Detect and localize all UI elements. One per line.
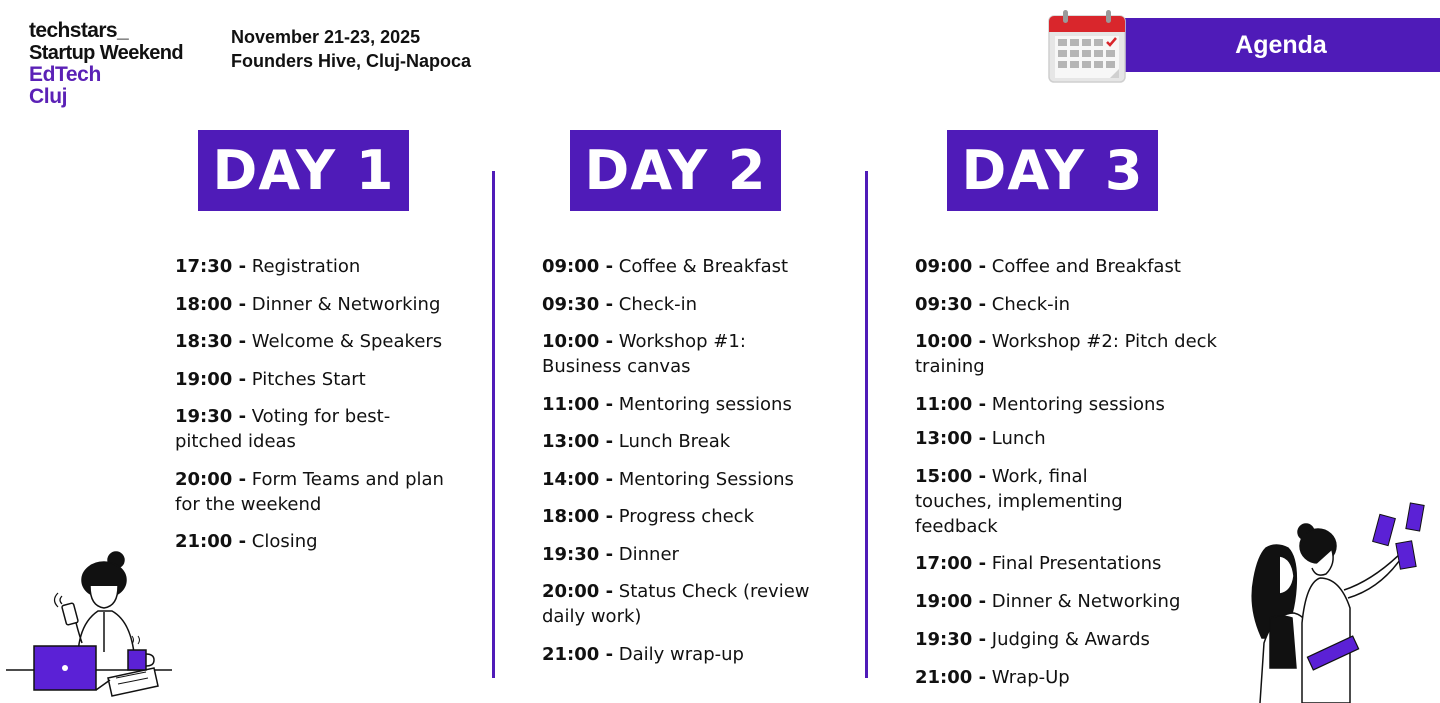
schedule-activity: Mentoring sessions [613,393,792,415]
schedule-item [915,627,1275,652]
schedule-activity: Status Check (review daily work) [542,581,810,627]
schedule-activity: Voting for best-pitched ideas [175,406,391,452]
schedule-activity: Coffee and Breakfast [986,256,1181,277]
schedule-activity: Dinner [613,543,679,565]
schedule-activity: Wrap-Up [986,666,1070,688]
schedule-activity: Final Presentations [986,553,1162,575]
schedule-item [915,292,1275,317]
schedule-item [542,254,827,279]
schedule-item [175,367,450,392]
event-dates: November 21-23, 2025 [231,27,421,47]
schedule-time: 19:30 - [542,543,614,565]
event-info [231,25,471,73]
schedule-time: 15:00 - [915,465,987,487]
schedule-item [175,529,450,554]
calendar-icon [1046,8,1128,86]
schedule-time: 11:00 - [542,393,614,415]
schedule-item [542,504,827,529]
schedule-item [915,665,1275,690]
schedule-activity: Progress check [613,506,755,527]
event-logo [29,20,183,108]
person-laptop-illustration [4,548,174,703]
schedule-activity: Dinner & Networking [986,591,1181,613]
day-3-schedule [915,254,1275,702]
day-2-badge: DAY 2 [570,130,781,211]
schedule-activity: Workshop #2: Pitch deck training [915,331,1217,378]
schedule-activity: Welcome & Speakers [246,331,443,352]
schedule-item [915,589,1275,614]
schedule-time: 21:00 - [915,666,987,688]
schedule-time: 18:30 - [175,331,247,352]
agenda-label: Agenda [1235,30,1327,59]
schedule-activity: Registration [246,256,361,277]
schedule-item [175,404,450,454]
schedule-time: 09:00 - [915,256,987,277]
schedule-item [542,429,827,454]
schedule-time: 19:00 - [915,591,987,613]
schedule-time: 21:00 - [175,531,247,552]
schedule-item [915,426,1275,451]
day-1-schedule [175,254,450,567]
schedule-item [175,254,450,279]
schedule-time: 21:00 - [542,643,614,665]
day-3-badge: DAY 3 [947,130,1158,211]
schedule-item [542,392,827,417]
schedule-activity: Dinner & Networking [246,293,441,315]
schedule-item [915,329,1275,379]
schedule-activity: Form Teams and plan for the weekend [175,468,444,515]
schedule-activity: Lunch Break [613,431,731,452]
schedule-item [542,542,827,567]
schedule-item [915,551,1275,576]
logo-line-cluj: Cluj [29,85,68,108]
schedule-activity: Mentoring Sessions [613,468,794,490]
logo-line-techstars: techstars_ [29,19,129,42]
schedule-time: 09:30 - [542,293,614,315]
logo-line-startup-weekend: Startup Weekend [29,42,183,64]
column-divider-1 [492,171,495,678]
schedule-time: 13:00 - [542,431,614,452]
day-2-schedule [542,254,827,679]
schedule-item [542,467,827,492]
schedule-activity: Judging & Awards [986,628,1150,650]
column-divider-2 [865,171,868,678]
schedule-time: 18:00 - [542,506,614,527]
schedule-item [915,254,1275,279]
schedule-time: 19:30 - [915,628,987,650]
schedule-item [542,642,827,667]
schedule-time: 14:00 - [542,468,614,490]
women-sticky-notes-illustration [1236,498,1436,703]
schedule-time: 17:00 - [915,553,987,575]
schedule-activity: Daily wrap-up [613,643,744,665]
schedule-time: 11:00 - [915,394,987,416]
schedule-item [542,579,827,629]
schedule-activity: Coffee & Breakfast [613,256,789,277]
schedule-item [175,292,450,317]
schedule-time: 20:00 - [175,468,247,490]
schedule-time: 09:30 - [915,293,987,315]
schedule-activity: Closing [246,531,318,552]
schedule-activity: Check-in [613,293,698,315]
schedule-item [175,329,450,354]
schedule-activity: Pitches Start [246,368,366,390]
schedule-activity: Workshop #1: Business canvas [542,331,746,377]
agenda-banner [1122,18,1440,72]
schedule-time: 17:30 - [175,256,247,277]
schedule-time: 18:00 - [175,293,247,315]
logo-line-edtech: EdTech [29,63,101,86]
schedule-activity: Work, final touches, implementing feedback [915,465,1123,537]
schedule-time: 10:00 - [915,331,987,353]
schedule-item [915,392,1275,417]
schedule-time: 19:30 - [175,406,247,427]
schedule-item [175,467,450,517]
schedule-item [542,292,827,317]
schedule-time: 20:00 - [542,581,614,602]
schedule-time: 09:00 - [542,256,614,277]
schedule-activity: Mentoring sessions [986,394,1165,416]
event-venue: Founders Hive, Cluj-Napoca [231,51,472,71]
schedule-time: 19:00 - [175,368,247,390]
schedule-time: 13:00 - [915,428,987,450]
schedule-item [542,329,827,379]
schedule-activity: Lunch [986,428,1046,450]
schedule-time: 10:00 - [542,331,614,352]
schedule-activity: Check-in [986,293,1071,315]
schedule-item [915,464,1165,539]
day-1-badge: DAY 1 [198,130,409,211]
